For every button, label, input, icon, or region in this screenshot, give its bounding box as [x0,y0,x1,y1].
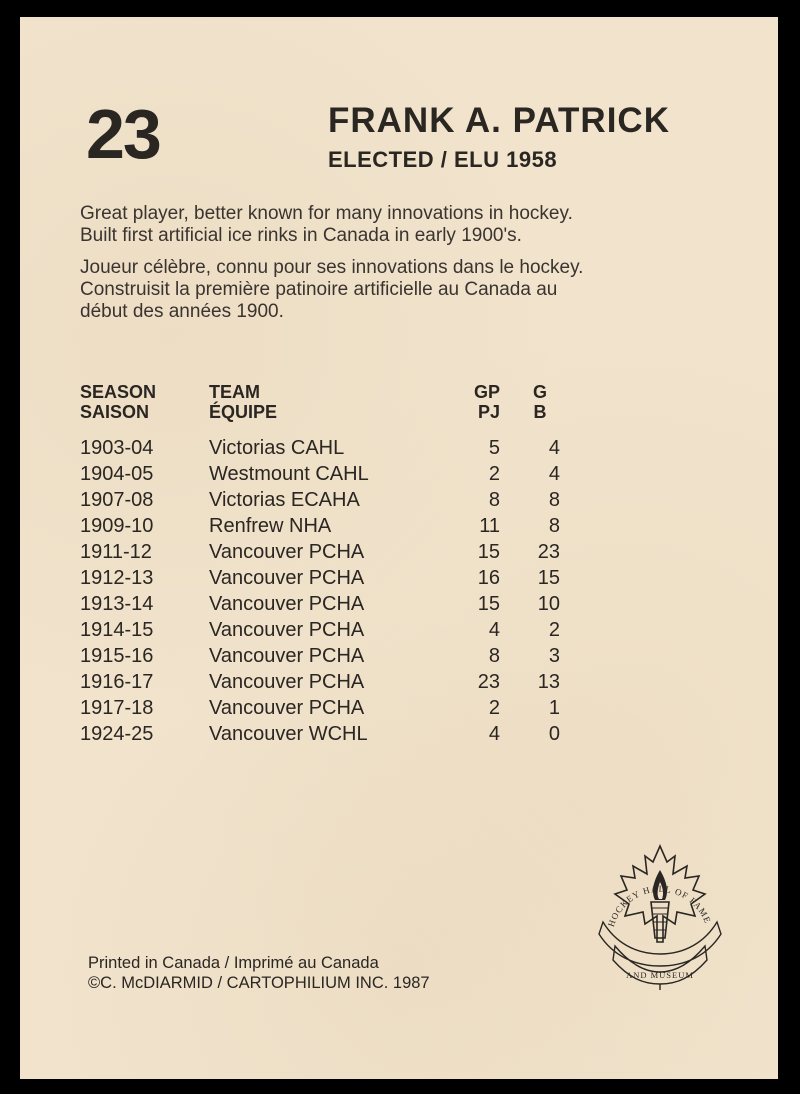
header-team-en: TEAM [209,382,260,402]
gp-cell: 23 [477,671,500,693]
team-cell: Vancouver WCHL [209,723,368,745]
g-cell: 8 [548,515,560,537]
g-cell: 3 [548,645,560,667]
g-cell: 4 [548,437,560,459]
gp-cell: 8 [488,645,500,667]
bio-line: début des années 1900. [80,301,284,322]
g-cell: 4 [548,463,560,485]
player-name: FRANK A. PATRICK [328,101,670,140]
hall-of-fame-logo [595,842,725,992]
season-cell: 1917-18 [80,697,154,719]
season-cell: 1914-15 [80,619,154,641]
header-g-en: G [532,382,547,402]
gp-cell: 5 [488,437,500,459]
logo-text-top: HOCKEY HALL OF FAME [605,883,713,929]
gp-cell: 2 [488,697,500,719]
team-cell: Vancouver PCHA [209,593,365,615]
gp-cell: 2 [488,463,500,485]
team-cell: Vancouver PCHA [209,697,365,719]
season-cell: 1912-13 [80,567,154,589]
header-gp-fr: PJ [477,402,500,422]
team-cell: Westmount CAHL [209,463,369,485]
g-cell: 15 [537,567,560,589]
season-cell: 1924-25 [80,723,154,745]
card-number: 23 [86,95,160,173]
season-cell: 1903-04 [80,437,154,459]
season-cell: 1915-16 [80,645,154,667]
header-g-fr: B [533,402,547,422]
gp-cell: 4 [488,619,500,641]
bio-line: Joueur célèbre, connu pour ses innovations dans le hockey. [80,257,584,278]
header-gp [460,382,500,422]
header-season [80,382,156,422]
header-season-fr: SAISON [80,402,150,422]
team-cell: Vancouver PCHA [209,645,365,667]
footer [88,953,430,993]
logo-text-bottom: AND MUSEUM [626,970,694,980]
team-cell: Renfrew NHA [209,515,332,537]
bio-line: Built first artificial ice rinks in Canada in early 1900's. [80,225,522,246]
printed-in: Printed in Canada / Imprimé au Canada [88,954,379,972]
bio-english [80,203,730,247]
header-team [209,382,277,422]
season-cell: 1911-12 [80,541,152,563]
gp-cell: 15 [477,541,500,563]
season-cell: 1904-05 [80,463,154,485]
g-cell: 13 [537,671,560,693]
gp-cell: 11 [479,515,500,537]
g-cell: 2 [548,619,560,641]
team-cell: Vancouver PCHA [209,619,365,641]
header-season-en: SEASON [80,382,157,402]
header-team-fr: ÉQUIPE [209,402,278,422]
gp-cell: 8 [488,489,500,511]
g-cell: 10 [537,593,560,615]
g-cell: 23 [537,541,560,563]
hockey-card-back [20,17,778,1079]
team-cell: Victorias ECAHA [209,489,360,511]
copyright: ©C. McDIARMID / CARTOPHILIUM INC. 1987 [88,974,430,992]
gp-cell: 4 [488,723,500,745]
season-cell: 1916-17 [80,671,154,693]
team-cell: Vancouver PCHA [209,567,365,589]
season-cell: 1909-10 [80,515,154,537]
season-cell: 1907-08 [80,489,154,511]
team-cell: Vancouver PCHA [209,671,365,693]
team-cell: Vancouver PCHA [209,541,365,563]
header-gp-en: GP [473,382,500,402]
bio-line: Great player, better known for many innovations in hockey. [80,203,573,224]
elected-year: ELECTED / ELU 1958 [328,147,558,172]
team-cell: Victorias CAHL [209,437,345,459]
g-cell: 0 [548,723,560,745]
gp-cell: 15 [477,593,500,615]
g-cell: 8 [548,489,560,511]
gp-cell: 16 [477,567,500,589]
season-cell: 1913-14 [80,593,154,615]
g-cell: 1 [548,697,560,719]
bio-french [80,257,730,323]
header-g [520,382,560,422]
bio-line: Construisit la première patinoire artificielle au Canada au [80,279,558,300]
